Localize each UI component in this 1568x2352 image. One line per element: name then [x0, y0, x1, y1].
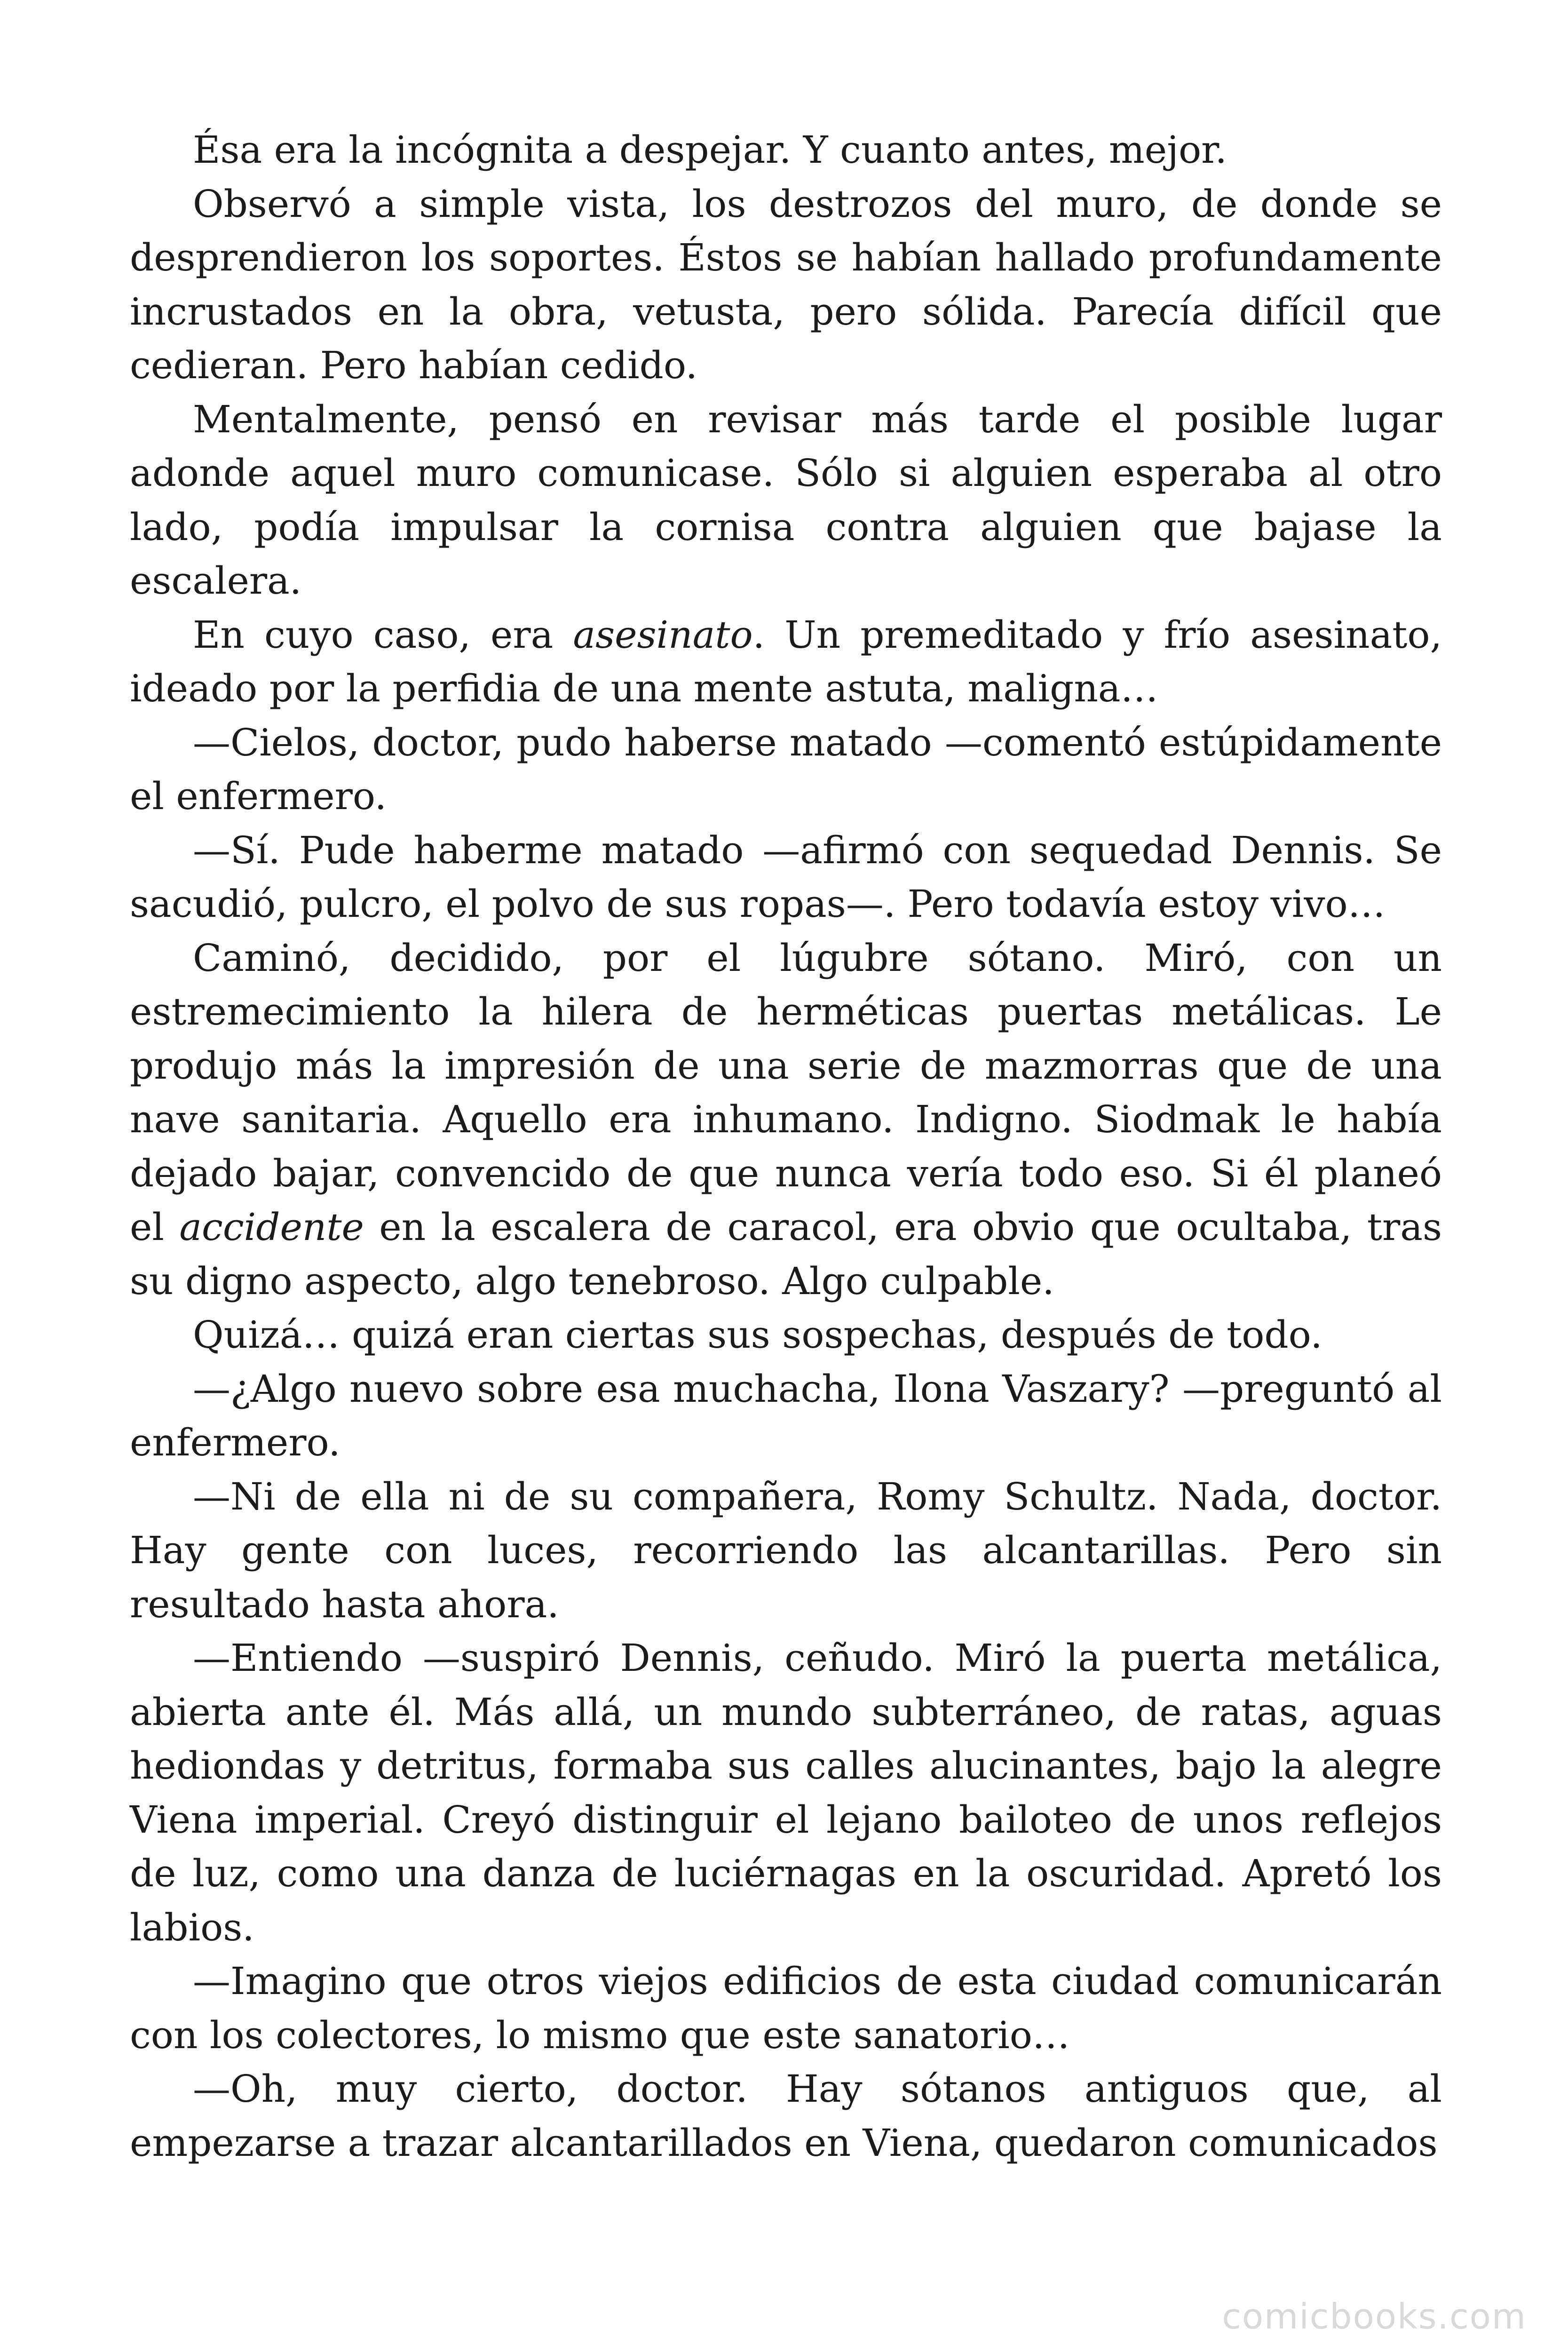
text-run: en la escalera de caracol, era obvio que ocultaba, tras su digno aspecto, algo tenebroso. Algo culpable.: [130, 1205, 1442, 1303]
text-run: Quizá… quizá eran ciertas sus sospechas, después de todo.: [193, 1313, 1323, 1357]
paragraph: [130, 1362, 1442, 1470]
paragraph: [130, 608, 1442, 716]
text-run: —Oh, muy cierto, doctor. Hay sótanos antiguos que, al empezarse a trazar alcantarillados en Viena, quedaron comunicados: [130, 2067, 1442, 2165]
paragraph: [130, 716, 1442, 824]
text-run: . Un premeditado y frío asesinato, ideado por la perfidia de una mente astuta, maligna…: [130, 612, 1442, 710]
text-run: —¿Algo nuevo sobre esa muchacha, Ilona Vaszary? —preguntó al enfermero.: [130, 1367, 1442, 1464]
paragraph: [130, 1955, 1442, 2062]
text-run: —Sí. Pude haberme matado —afirmó con sequedad Dennis. Se sacudió, pulcro, el polvo de sus ropas—. Pero todavía estoy vivo…: [130, 828, 1442, 926]
italic-text: accidente: [179, 1205, 364, 1249]
paragraph: [130, 123, 1442, 177]
text-run: Mentalmente, pensó en revisar más tarde el posible lugar adonde aquel muro comunicase. Sólo si alguien esperaba al otro lado, podía impulsar la cornisa contra alguien que bajase la escalera.: [130, 397, 1442, 603]
paragraph: [130, 1631, 1442, 1955]
text-run: —Cielos, doctor, pudo haberse matado —comentó estúpidamente el enfermero.: [130, 720, 1442, 818]
paragraph: [130, 1308, 1442, 1362]
italic-text: asesinato: [573, 612, 753, 657]
paragraph: [130, 1470, 1442, 1632]
text-run: Observó a simple vista, los destrozos del muro, de donde se desprendieron los soportes. Éstos se habían hallado profundamente incrustados en la obra, vetusta, pero sólida. Parecía difícil que cedieran. Pero habían cedido.: [130, 182, 1442, 387]
text-run: Ésa era la incógnita a despejar. Y cuanto antes, mejor.: [193, 128, 1227, 172]
paragraph: [130, 393, 1442, 608]
text-run: Caminó, decidido, por el lúgubre sótano. Miró, con un estremecimiento la hilera de herméticas puertas metálicas. Le produjo más la impresión de una serie de mazmorras que de una nave sanitaria. Aquello era inhumano. Indigno. Siodmak le había dejado bajar, convencido de que nunca vería todo eso. Si él planeó el: [130, 936, 1442, 1249]
paragraph: [130, 931, 1442, 1309]
text-run: En cuyo caso, era: [193, 612, 573, 657]
body-text: [130, 123, 1442, 2170]
paragraph: [130, 824, 1442, 931]
paragraph: [130, 177, 1442, 393]
watermark: comicbooks.com: [1222, 2296, 1527, 2337]
text-run: —Entiendo —suspiró Dennis, ceñudo. Miró la puerta metálica, abierta ante él. Más allá, un mundo subterráneo, de ratas, aguas hediondas y detritus, formaba sus calles alucinantes, bajo la alegre Viena imperial. Creyó distinguir el lejano bailoteo de unos reflejos de luz, como una danza de luciérnagas en la oscuridad. Apretó los labios.: [130, 1636, 1442, 1949]
paragraph: [130, 2062, 1442, 2170]
text-run: —Ni de ella ni de su compañera, Romy Schultz. Nada, doctor. Hay gente con luces, recorriendo las alcantarillas. Pero sin resultado hasta ahora.: [130, 1474, 1442, 1626]
text-run: —Imagino que otros viejos edificios de esta ciudad comunicarán con los colectores, lo mismo que este sanatorio…: [130, 1959, 1442, 2057]
